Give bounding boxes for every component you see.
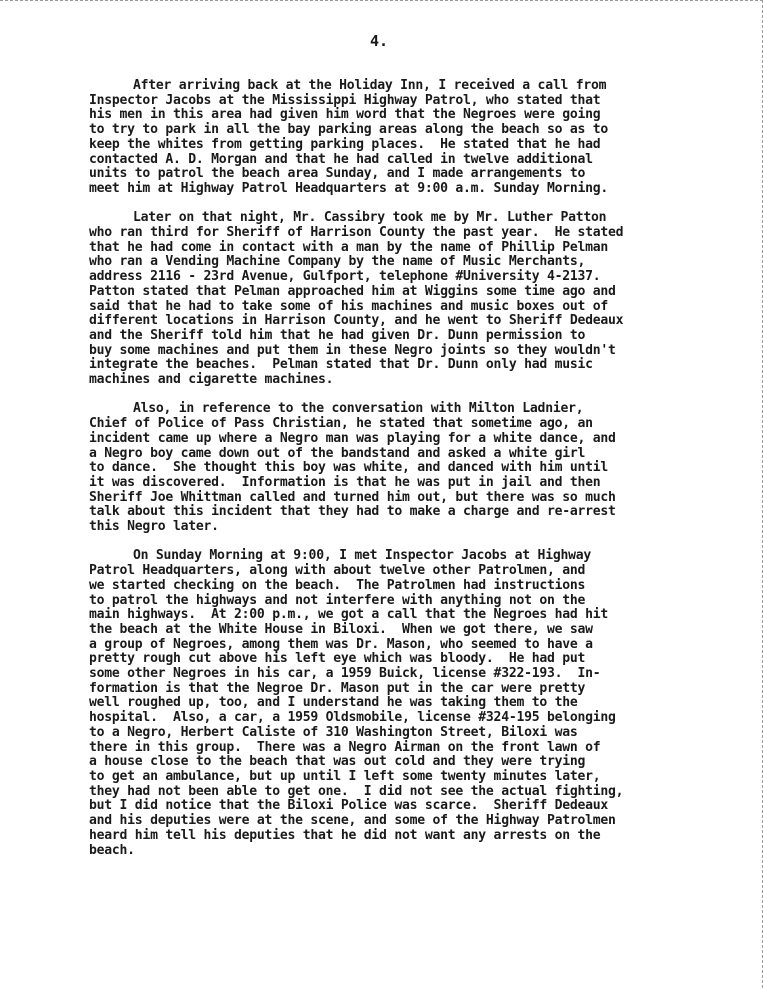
text-line: contacted A. D. Morgan and that he had called in twelve additional (89, 151, 593, 167)
document-body (89, 79, 729, 873)
text-line: a group of Negroes, among them was Dr. Mason, who seemed to have a (89, 636, 593, 652)
text-line: hospital. Also, a car, a 1959 Oldsmobile, license #324-195 belonging (89, 710, 616, 726)
text-line: a house close to the beach that was out cold and they were trying (89, 754, 586, 770)
text-line: main highways. At 2:00 p.m., we got a call that the Negroes had hit (89, 607, 609, 623)
text-line: there in this group. There was a Negro Airman on the front lawn of (89, 739, 601, 755)
text-line: units to patrol the beach area Sunday, and I made arrangements to (89, 166, 586, 182)
text-line: to patrol the highways and not interfere with anything not on the (89, 592, 586, 608)
text-line: different locations in Harrison County, and he went to Sheriff Dedeaux (89, 313, 624, 329)
text-line: Inspector Jacobs at the Mississippi Highway Patrol, who stated that (89, 92, 601, 108)
text-line: formation is that the Negroe Dr. Mason put in the car were pretty (89, 680, 586, 696)
text-line: keep the whites from getting parking places. He stated that he had (89, 136, 601, 152)
text-line: On Sunday Morning at 9:00, I met Inspector Jacobs at Highway (133, 548, 591, 564)
page-number: 4. (370, 32, 389, 50)
text-line: that he had come in contact with a man by the name of Phillip Pelman (89, 239, 609, 255)
text-line: we started checking on the beach. The Patrolmen had instructions (89, 577, 586, 593)
text-line: integrate the beaches. Pelman stated that Dr. Dunn only had music (89, 357, 593, 373)
text-line: pretty rough cut above his left eye which was bloody. He had put (89, 651, 586, 667)
text-line: this Negro later. (89, 519, 219, 535)
text-line: said that he had to take some of his machines and music boxes out of (89, 298, 609, 314)
text-line: address 2116 - 23rd Avenue, Gulfport, telephone #University 4-2137. (89, 269, 601, 285)
text-line: Later on that night, Mr. Cassibry took me by Mr. Luther Patton (133, 210, 607, 226)
text-line: After arriving back at the Holiday Inn, I received a call from (133, 78, 607, 93)
text-line: it was discovered. Information is that he was put in jail and then (89, 474, 601, 490)
paragraph (89, 79, 729, 197)
text-line: his men in this area had given him word that the Negroes were going (89, 107, 601, 123)
paragraph (89, 211, 729, 387)
text-line: to try to park in all the bay parking areas along the beach so as to (89, 122, 609, 138)
paragraph (89, 402, 729, 534)
text-line: Patrol Headquarters, along with about twelve other Patrolmen, and (89, 563, 586, 579)
text-line: buy some machines and put them in these Negro joints so they wouldn't (89, 342, 616, 358)
text-line: incident came up where a Negro man was playing for a white dance, and (89, 430, 616, 446)
text-line: Also, in reference to the conversation with Milton Ladnier, (133, 401, 584, 417)
text-line: talk about this incident that they had to make a charge and re-arrest (89, 504, 616, 520)
text-line: some other Negroes in his car, a 1959 Buick, license #322-193. In- (89, 666, 601, 682)
text-line: who ran third for Sheriff of Harrison County the past year. He stated (89, 225, 624, 241)
text-line: and his deputies were at the scene, and some of the Highway Patrolmen (89, 813, 616, 829)
paragraph (89, 549, 729, 858)
text-line: but I did notice that the Biloxi Police was scarce. Sheriff Dedeaux (89, 798, 609, 814)
text-line: a Negro boy came down out of the bandstand and asked a white girl (89, 445, 586, 461)
text-line: machines and cigarette machines. (89, 372, 334, 388)
text-line: to dance. She thought this boy was white, and danced with him until (89, 460, 609, 476)
text-line: beach. (89, 842, 135, 858)
top-scan-border (0, 0, 763, 1)
text-line: they had not been able to get one. I did not see the actual fighting, (89, 783, 624, 799)
text-line: Sheriff Joe Whittman called and turned him out, but there was so much (89, 489, 616, 505)
text-line: Chief of Police of Pass Christian, he stated that sometime ago, an (89, 416, 593, 432)
text-line: and the Sheriff told him that he had given Dr. Dunn permission to (89, 327, 586, 343)
text-line: to a Negro, Herbert Caliste of 310 Washington Street, Biloxi was (89, 724, 578, 740)
text-line: the beach at the White House in Biloxi. When we got there, we saw (89, 621, 593, 637)
text-line: who ran a Vending Machine Company by the name of Music Merchants, (89, 254, 586, 270)
text-line: to get an ambulance, but up until I left some twenty minutes later, (89, 769, 601, 784)
text-line: Patton stated that Pelman approached him at Wiggins some time ago and (89, 283, 616, 299)
text-line: heard him tell his deputies that he did not want any arrests on the (89, 827, 601, 843)
text-line: meet him at Highway Patrol Headquarters at 9:00 a.m. Sunday Morning. (89, 180, 609, 196)
text-line: well roughed up, too, and I understand he was taking them to the (89, 695, 578, 711)
